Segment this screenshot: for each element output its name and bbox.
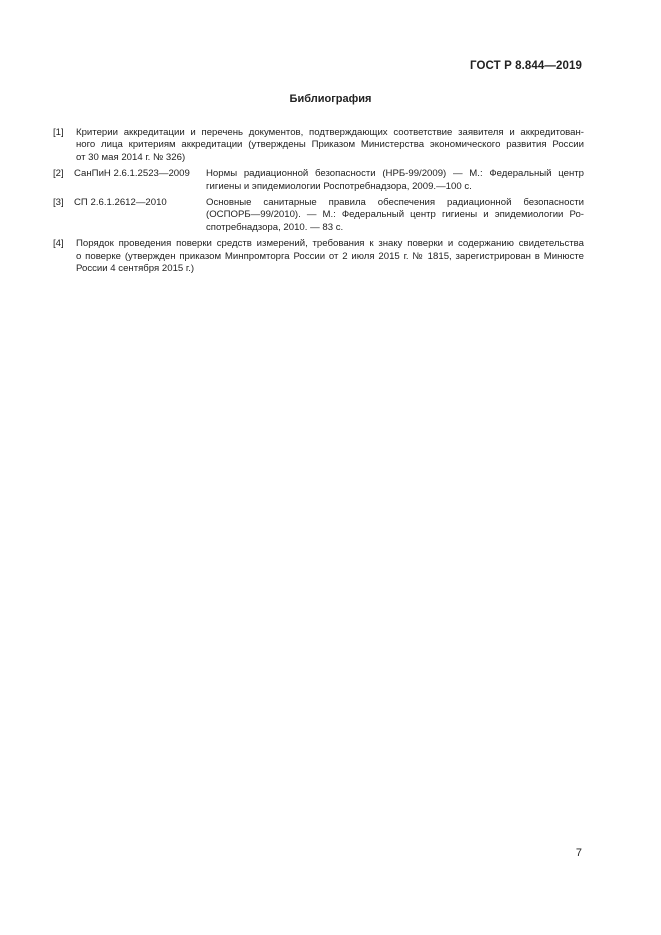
entry-line: гигиены и эпидемиологии Роспотребнадзора, 2009.—100 с. [206,180,472,192]
entry-number: [4] [53,238,64,250]
entry-number: [1] [53,127,64,138]
entry-text [206,197,584,234]
entry-text [206,168,584,193]
entry-line: Нормы радиационной безопасности (НРБ-99/2009) — М.: Федеральный центр [206,168,584,180]
bibliography-entry-2 [53,168,584,193]
bibliography-entry-4 [53,238,584,275]
bibliography-list [53,127,584,279]
entry-line: ного лица критериям аккредитации (утверждены Приказом Министерства экономического развития России [76,139,584,151]
entry-line: спотребнадзора, 2010. — 83 с. [206,221,344,233]
entry-line: от 30 мая 2014 г. № 326) [76,151,186,163]
bibliography-entry-3 [53,197,584,234]
entry-text [76,238,584,275]
entry-line: о поверке (утвержден приказом Минпромторга России от 2 июля 2015 г. № 1815, зарегистрирован в Минюсте [76,250,584,262]
standard-code: ГОСТ Р 8.844—2019 [470,60,582,72]
entry-document-code: СП 2.6.1.2612—2010 [74,197,167,209]
bibliography-entry-1 [53,127,584,164]
entry-line: Критерии аккредитации и перечень документов, подтверждающих соответствие заявителя и аккредитован- [76,127,584,138]
entry-number: [2] [53,168,64,180]
entry-number: [3] [53,197,64,209]
entry-document-code: СанПиН 2.6.1.2523—2009 [74,168,190,180]
entry-line: России 4 сентября 2015 г.) [76,263,195,275]
entry-line: Основные санитарные правила обеспечения радиационной безопасности [206,197,584,209]
entry-line: Порядок проведения поверки средств измерений, требования к знаку поверки и содержанию свидетельства [76,238,584,250]
entry-line: (ОСПОРБ—99/2010). — М.: Федеральный центр гигиены и эпидемиологии Ро- [206,209,584,221]
bibliography-title: Библиография [289,93,372,105]
entry-text [76,127,584,164]
page-number: 7 [575,847,582,859]
